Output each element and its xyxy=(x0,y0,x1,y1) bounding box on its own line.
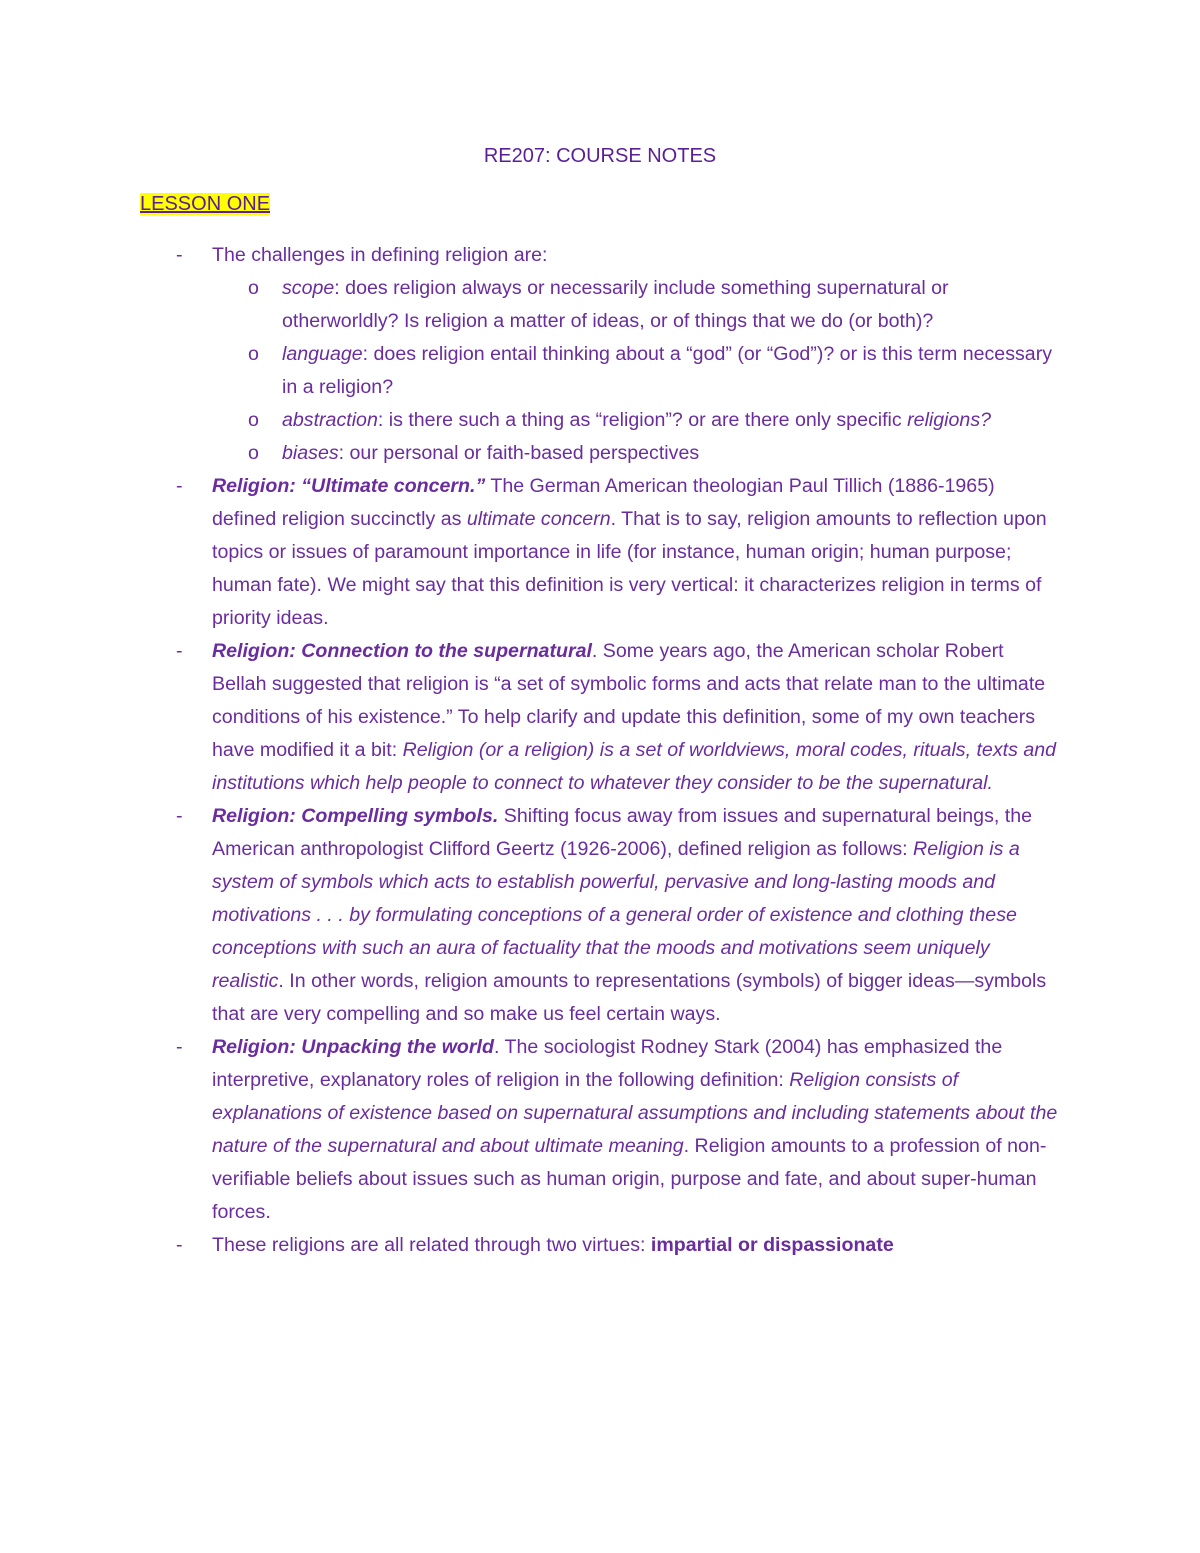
definition-text-a: The German American theologian Paul Tillich (1886-1965) defined religion succinctly as xyxy=(212,475,995,530)
sub-item-abstraction xyxy=(140,404,1060,437)
sub-item-language xyxy=(140,338,1060,404)
definition-heading: Religion: Compelling symbols. xyxy=(212,805,499,827)
sub-term: language xyxy=(282,343,363,365)
bullet-definition-tillich xyxy=(140,470,1060,635)
lesson-heading-text: LESSON ONE xyxy=(140,193,271,215)
definition-text-a: . Some years ago, the American scholar Robert Bellah suggested that religion is “a set of symbolic forms and acts that relate man to the ultimate conditions of his existence.” To help clarify and update this definition, some of my own teachers have modified it a bit: xyxy=(212,640,1046,761)
definition-heading: Religion: “Ultimate concern.” xyxy=(212,475,486,497)
definition-italic: Religion is a system of symbols which acts to establish powerful, pervasive and long-lasting moods and motivations . . . by formulating conceptions of a general order of existence and clothing these conceptions with such an aura of factuality that the moods and motivations seem uniquely realistic xyxy=(212,838,1020,992)
lesson-heading xyxy=(140,190,270,218)
sub-item-biases xyxy=(140,437,1060,470)
circle-marker: o xyxy=(248,277,259,299)
dash-marker: - xyxy=(176,640,183,662)
dash-marker: - xyxy=(176,244,183,266)
definition-italic: ultimate concern xyxy=(466,508,611,530)
definition-heading: Religion: Unpacking the world xyxy=(212,1036,494,1058)
circle-marker: o xyxy=(248,343,259,365)
definition-heading: Religion: Connection to the supernatural xyxy=(212,640,592,662)
sub-term-2: religions? xyxy=(907,409,992,431)
sub-item-scope xyxy=(140,272,1060,338)
sub-term: scope xyxy=(282,277,335,299)
document-title: RE207: COURSE NOTES xyxy=(483,145,717,167)
definition-italic: Religion consists of explanations of existence based on supernatural assumptions and including statements about the nature of the supernatural and about ultimate meaning xyxy=(212,1069,1058,1157)
definition-text-a: Shifting focus away from issues and supernatural beings, the American anthropologist Clifford Geertz (1926-2006), defined religion as follows: xyxy=(212,805,1032,860)
dash-marker: - xyxy=(176,805,183,827)
definition-text-b: . In other words, religion amounts to representations (symbols) of bigger ideas—symbols that are very compelling and so make us feel certain ways. xyxy=(212,970,1047,1025)
bullet-definition-stark xyxy=(140,1031,1060,1229)
definition-text-b: . That is to say, religion amounts to reflection upon topics or issues of paramount importance in life (for instance, human origin; human purpose; human fate). We might say that this definition is very vertical: it characterizes religion in terms of priority ideas. xyxy=(212,508,1047,629)
dash-marker: - xyxy=(176,1234,183,1256)
intro-text: The challenges in defining religion are: xyxy=(212,244,548,266)
bullet-definition-bellah xyxy=(140,635,1060,800)
notes-body xyxy=(140,239,1060,1262)
bullet-definition-geertz xyxy=(140,800,1060,1031)
sub-text: : is there such a thing as “religion”? or are there only specific xyxy=(377,409,908,431)
sub-text: : does religion always or necessarily include something supernatural or otherworldly? Is religion a matter of ideas, or of things that we do (or both)? xyxy=(282,277,949,332)
dash-marker: - xyxy=(176,475,183,497)
bullet-closing xyxy=(140,1229,1060,1262)
definition-text-a: . The sociologist Rodney Stark (2004) has emphasized the interpretive, explanatory roles of religion in the following definition: xyxy=(212,1036,1003,1091)
closing-bold: impartial or dispassionate xyxy=(650,1234,894,1256)
circle-marker: o xyxy=(248,442,259,464)
bullet-intro xyxy=(140,239,1060,272)
sub-term: biases xyxy=(282,442,339,464)
dash-marker: - xyxy=(176,1036,183,1058)
circle-marker: o xyxy=(248,409,259,431)
sub-term: abstraction xyxy=(282,409,378,431)
sub-text: : does religion entail thinking about a “god” (or “God”)? or is this term necessary in a religion? xyxy=(282,343,1053,398)
definition-italic: Religion (or a religion) is a set of worldviews, moral codes, rituals, texts and institutions which help people to connect to whatever they consider to be the supernatural. xyxy=(212,739,1057,794)
sub-text: : our personal or faith-based perspectives xyxy=(338,442,700,464)
definition-text-b: . Religion amounts to a profession of non-verifiable beliefs about issues such as human origin, purpose and fate, and about super-human forces. xyxy=(212,1135,1047,1223)
closing-text: These religions are all related through two virtues: xyxy=(212,1234,651,1256)
